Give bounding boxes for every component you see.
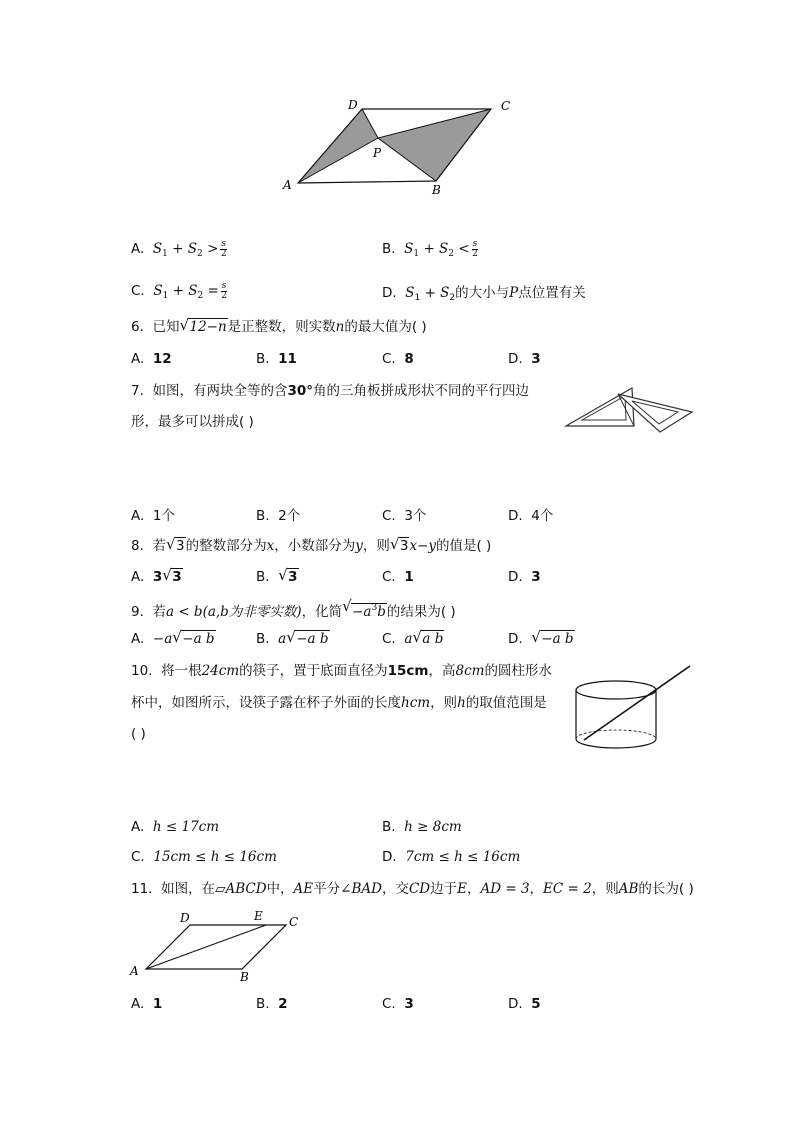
label-d: D: [348, 98, 358, 112]
q11-option-c: C. 3: [382, 996, 414, 1012]
q7-stem-line2: 形，最多可以拼成( ): [131, 414, 254, 430]
triangle-rulers-figure-q7: [562, 382, 696, 436]
label-b: B: [240, 970, 249, 984]
label-d: D: [180, 911, 190, 925]
q11-stem: 11. 如图，在▱ABCD中，AE平分∠BAD，交CD边于E，AD = 3，EC = 2，则AB的长为( ): [131, 881, 694, 897]
q5-option-a: A. $S_1 + S_2$ > $\frac{s}{2}$: [131, 239, 227, 259]
q9-option-c: C. a √ a b: [382, 628, 444, 647]
cup-bottom-ellipse: [576, 739, 656, 748]
label-a: A: [130, 964, 139, 978]
q9-option-b: B. a √ −a b: [256, 628, 329, 647]
q11-option-d: D. 5: [508, 996, 541, 1012]
q10-stem-line1: 10. 将一根24cm的筷子，置于底面直径为15cm，高8cm的圆柱形水: [131, 663, 552, 679]
q10-stem-line2: 杯中，如图所示，设筷子露在杯子外面的长度hcm，则h的取值范围是: [131, 695, 547, 711]
cup-top-ellipse: [576, 681, 656, 699]
q11-option-b: B. 2: [256, 996, 288, 1012]
parallelogram-figure-q11: [126, 906, 306, 986]
q6-option-a: A. 12: [131, 351, 172, 367]
label-c: C: [501, 99, 511, 113]
q5-option-c: C. $S_1 + S_2$ = $\frac{s}{2}$: [131, 281, 227, 301]
q9-option-a: A. −a √ −a b: [131, 628, 215, 647]
label-b: B: [432, 183, 441, 197]
q6-option-c: C. 8: [382, 351, 414, 367]
chopstick: [584, 666, 690, 740]
q5-option-b: B. $S_1 + S_2$ < $\frac{s}{2}$: [382, 239, 478, 259]
q8-option-b: B. √ 3: [256, 566, 298, 585]
q10-option-b: B. h ≥ 8cm: [382, 819, 462, 835]
q8-stem: 8. 若 √ 3的整数部分为x，小数部分为y，则 √ 3x−y的值是( ): [131, 535, 492, 554]
q5-option-d: D. $S_1 + S_2$的大小与P点位置有关: [382, 285, 586, 303]
parallelogram-figure-q5: [270, 92, 530, 202]
label-e: E: [254, 909, 263, 923]
label-a: A: [283, 178, 292, 192]
cylinder-cup-figure-q10: [570, 662, 696, 754]
q8-option-a: A. 3 √ 3: [131, 566, 182, 585]
q10-option-a: A. h ≤ 17cm: [131, 819, 220, 835]
q6-radical: √ 12−n: [179, 316, 227, 335]
label-c: C: [289, 915, 299, 929]
q9-stem: 9. 若a < b(a,b为非零实数)，化简 √ $-a^3b$的结果为( ): [131, 597, 456, 620]
q7-option-c: C. 3个: [382, 508, 427, 524]
q6-option-b: B. 11: [256, 351, 297, 367]
q6-stem: 6. 已知 √ 12−n是正整数，则实数n的最大值为( ): [131, 316, 427, 335]
q10-option-c: C. 15cm ≤ h ≤ 16cm: [131, 849, 277, 865]
parallelogram-abcd: [146, 925, 286, 969]
shaded-triangle-left: [298, 109, 378, 183]
q7-option-b: B. 2个: [256, 508, 301, 524]
q10-option-d: D. 7cm ≤ h ≤ 16cm: [382, 849, 521, 865]
q8-option-d: D. 3: [508, 569, 541, 585]
q10-stem-line3: ( ): [131, 726, 146, 742]
label-p: P: [373, 146, 382, 160]
q9-option-d: D. √ −a b: [508, 628, 574, 647]
q7-option-d: D. 4个: [508, 508, 554, 524]
shaded-triangle-right: [378, 109, 491, 181]
q11-option-a: A. 1: [131, 996, 163, 1012]
q7-option-a: A. 1个: [131, 508, 175, 524]
q8-option-c: C. 1: [382, 569, 414, 585]
q7-stem-line1: 7. 如图，有两块全等的含30°角的三角板拼成形状不同的平行四边: [131, 383, 530, 399]
q6-option-d: D. 3: [508, 351, 541, 367]
